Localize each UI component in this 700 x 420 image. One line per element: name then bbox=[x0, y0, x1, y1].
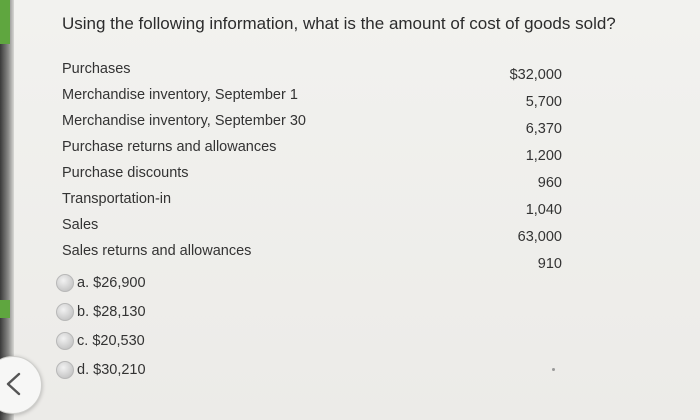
item-value-sales-returns: 910 bbox=[537, 256, 562, 272]
accent-strip-bottom bbox=[0, 300, 10, 318]
radio-icon[interactable] bbox=[56, 274, 74, 292]
item-label-inventory-sep-1: Merchandise inventory, September 1 bbox=[62, 87, 298, 103]
radio-icon[interactable] bbox=[56, 361, 74, 379]
choice-b[interactable] bbox=[56, 297, 146, 326]
item-value-purchase-returns: 1,200 bbox=[525, 148, 562, 164]
item-values-column bbox=[470, 65, 562, 281]
item-value-transportation-in: 1,040 bbox=[525, 202, 562, 218]
choice-b-text: b. $28,130 bbox=[77, 303, 146, 320]
choice-c[interactable] bbox=[56, 326, 146, 355]
item-value-purchase-discounts: 960 bbox=[537, 175, 562, 191]
item-label-purchases: Purchases bbox=[62, 61, 131, 77]
choice-a[interactable] bbox=[56, 268, 146, 297]
back-button[interactable] bbox=[0, 356, 42, 414]
radio-icon[interactable] bbox=[56, 332, 74, 350]
choice-c-text: c. $20,530 bbox=[77, 332, 145, 349]
question-text: Using the following information, what is the amount of cost of goods sold? bbox=[62, 14, 616, 33]
choice-a-text: a. $26,900 bbox=[77, 274, 146, 291]
item-value-inventory-sep-1: 5,700 bbox=[525, 94, 562, 110]
accent-strip-top bbox=[0, 0, 10, 44]
item-label-purchase-returns: Purchase returns and allowances bbox=[62, 139, 277, 155]
mouse-cursor-dot bbox=[552, 368, 555, 371]
item-label-sales-returns: Sales returns and allowances bbox=[62, 243, 252, 259]
item-label-transportation-in: Transportation-in bbox=[62, 191, 172, 207]
item-value-purchases: $32,000 bbox=[509, 67, 562, 83]
choice-d-text: d. $30,210 bbox=[77, 361, 146, 378]
choice-d[interactable] bbox=[56, 355, 146, 384]
item-value-inventory-sep-30: 6,370 bbox=[525, 121, 562, 137]
chevron-left-icon bbox=[3, 371, 25, 397]
answer-choices bbox=[56, 268, 146, 384]
item-value-sales: 63,000 bbox=[517, 229, 562, 245]
item-label-sales: Sales bbox=[62, 217, 99, 233]
item-label-purchase-discounts: Purchase discounts bbox=[62, 165, 189, 181]
item-label-inventory-sep-30: Merchandise inventory, September 30 bbox=[62, 113, 306, 129]
radio-icon[interactable] bbox=[56, 303, 74, 321]
item-labels-column bbox=[62, 59, 306, 267]
